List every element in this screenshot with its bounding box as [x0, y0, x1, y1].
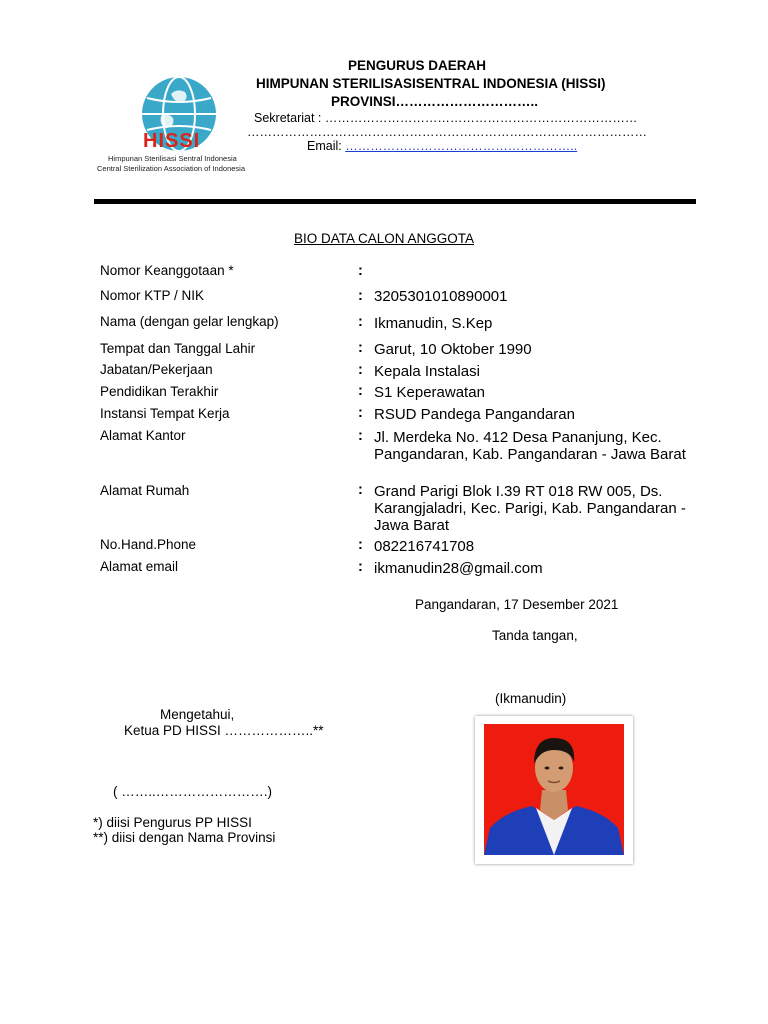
header-sekretariat: Sekretariat : …………………………………………………………………	[254, 111, 638, 125]
colon: :	[358, 537, 363, 553]
page-title: BIO DATA CALON ANGGOTA	[293, 231, 475, 246]
label-jabatan: Jabatan/Pekerjaan	[100, 362, 213, 377]
logo-subtitle-en: Central Sterilization Association of Indonesia	[97, 164, 246, 173]
value-email: ikmanudin28@gmail.com	[374, 560, 543, 577]
footnote-1: *) diisi Pengurus PP HISSI	[93, 815, 252, 830]
label-nomor-keanggotaan: Nomor Keanggotaan *	[100, 263, 234, 278]
value-nomor-ktp: 3205301010890001	[374, 288, 508, 305]
colon: :	[358, 482, 363, 498]
logo-wordmark: HISSI	[143, 130, 201, 152]
label-tempat-tanggal-lahir: Tempat dan Tanggal Lahir	[100, 341, 256, 356]
label-nama: Nama (dengan gelar lengkap)	[100, 314, 279, 329]
value-tempat-tanggal-lahir: Garut, 10 Oktober 1990	[374, 341, 532, 358]
colon: :	[358, 340, 363, 356]
value-instansi: RSUD Pandega Pangandaran	[374, 406, 575, 423]
footnote-2: **) diisi dengan Nama Provinsi	[93, 830, 276, 845]
header-dots-line: ……………………………………………………………………………………	[247, 125, 647, 139]
place-date: Pangandaran, 17 Desember 2021	[415, 597, 619, 612]
person-portrait-icon	[484, 724, 624, 855]
label-email: Alamat email	[100, 559, 179, 574]
colon: :	[358, 314, 363, 330]
colon: :	[358, 559, 363, 575]
label-alamat-rumah: Alamat Rumah	[100, 483, 190, 498]
header-line1: PENGURUS DAERAH	[348, 58, 487, 73]
logo-subtitle-id: Himpunan Sterilisasi Sentral Indonesia	[108, 154, 237, 163]
ketua-label: Ketua PD HISSI ………………..**	[124, 723, 324, 738]
label-alamat-kantor: Alamat Kantor	[100, 428, 186, 443]
applicant-photo	[484, 724, 624, 855]
value-no-hp: 082216741708	[374, 538, 475, 555]
ketua-signature-blank: ( ……..…………………….)	[113, 784, 272, 799]
header-email	[307, 139, 577, 153]
signature-label: Tanda tangan,	[492, 628, 578, 643]
colon: :	[358, 288, 363, 304]
header-divider	[94, 199, 696, 204]
value-jabatan: Kepala Instalasi	[374, 363, 480, 380]
label-no-hp: No.Hand.Phone	[100, 537, 197, 552]
value-alamat-rumah: Grand Parigi Blok I.39 RT 018 RW 005, Ds. Karangjaladri, Kec. Parigi, Kab. Pangandaran - Jawa Barat	[374, 483, 686, 534]
hissi-logo	[97, 74, 265, 178]
value-nama: Ikmanudin, S.Kep	[374, 315, 493, 332]
signature-name: (Ikmanudin)	[495, 691, 567, 706]
value-pendidikan: S1 Keperawatan	[374, 384, 485, 401]
value-alamat-kantor: Jl. Merdeka No. 412 Desa Pananjung, Kec. Pangandaran, Kab. Pangandaran - Jawa Barat	[374, 429, 686, 463]
colon: :	[358, 362, 363, 378]
colon: :	[358, 263, 363, 279]
header-email-link[interactable]: ………………………………………………..	[345, 139, 578, 153]
label-nomor-ktp: Nomor KTP / NIK	[100, 288, 205, 303]
colon: :	[358, 405, 363, 421]
colon: :	[358, 428, 363, 444]
header-line2: HIMPUNAN STERILISASISENTRAL INDONESIA (HISSI)	[256, 76, 606, 91]
applicant-photo-frame	[475, 716, 633, 864]
label-pendidikan: Pendidikan Terakhir	[100, 384, 219, 399]
header-email-label: Email:	[307, 139, 342, 153]
colon: :	[358, 383, 363, 399]
label-instansi: Instansi Tempat Kerja	[100, 406, 230, 421]
mengetahui-label: Mengetahui,	[160, 707, 235, 722]
header-line3: PROVINSI…………………………..	[331, 94, 539, 109]
